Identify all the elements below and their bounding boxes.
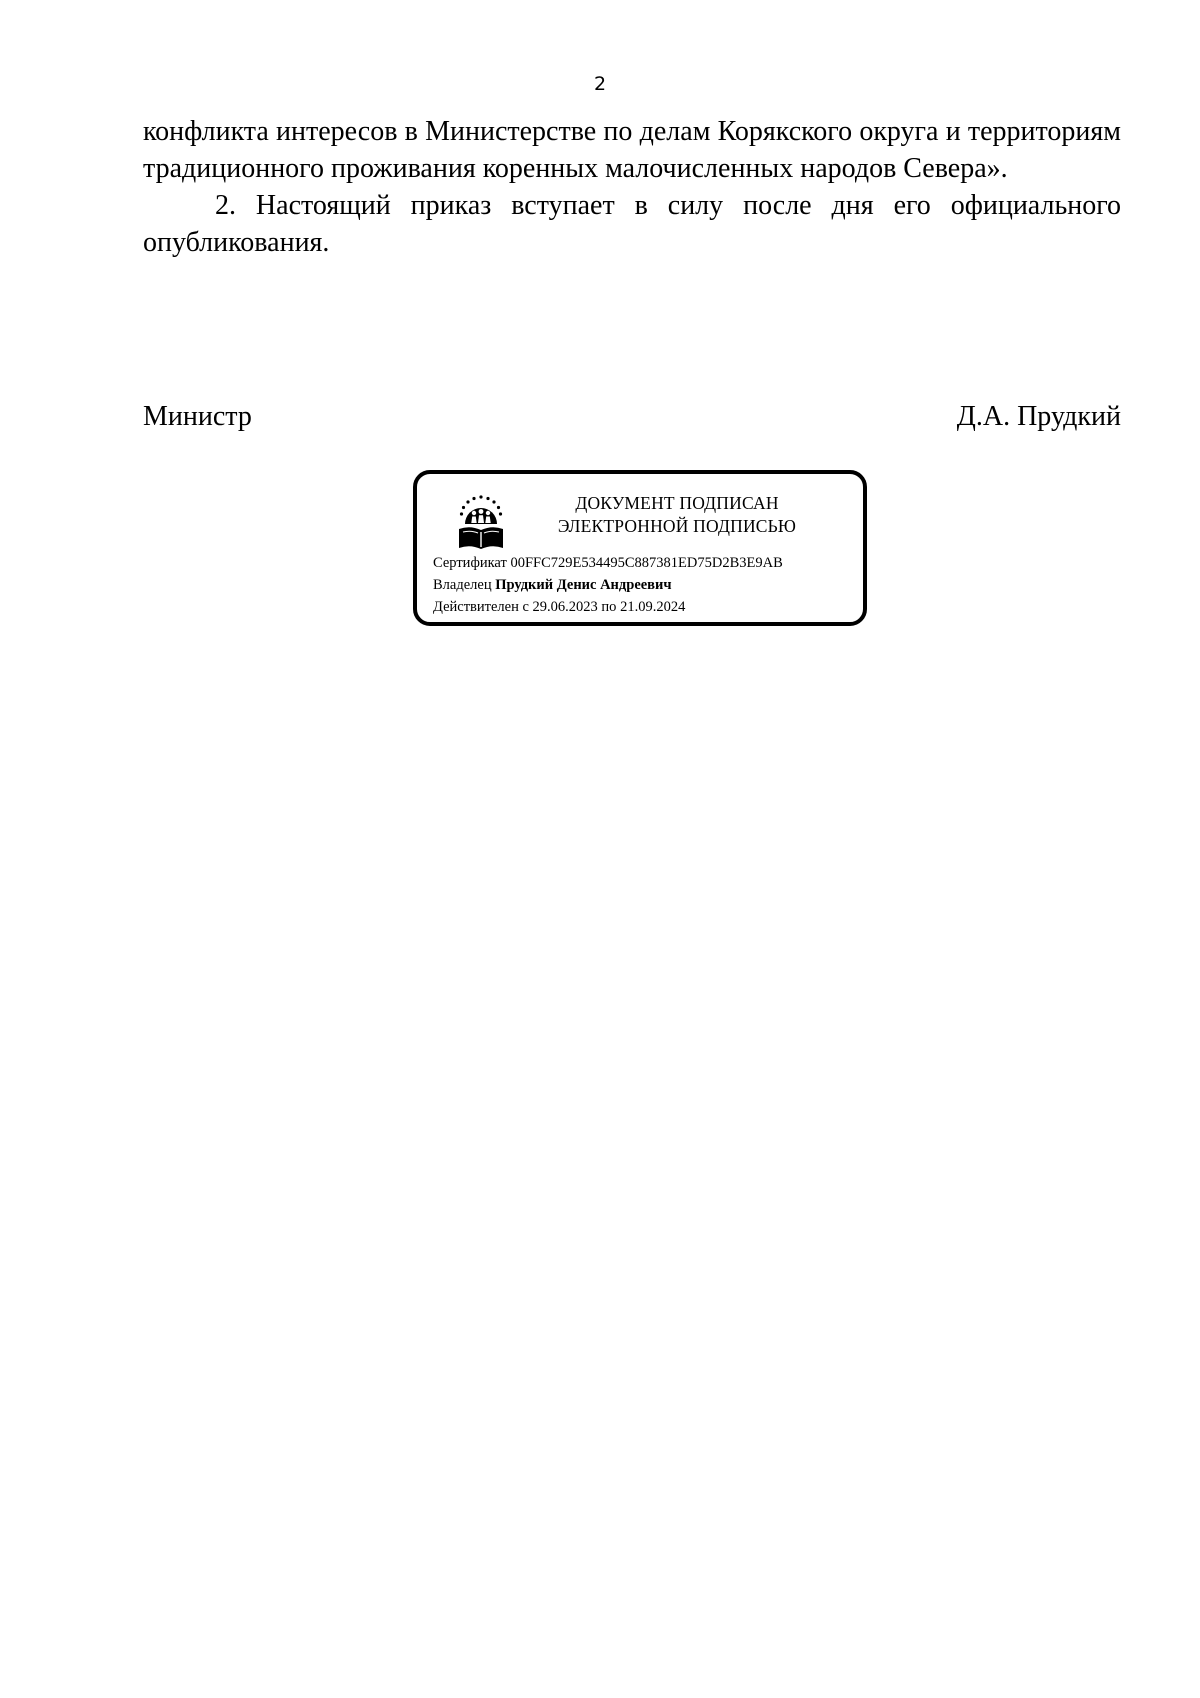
document-body (143, 113, 1121, 261)
electronic-signature-stamp (413, 470, 867, 626)
certificate-label: Сертификат (433, 555, 507, 571)
stamp-details (433, 552, 863, 618)
owner-value: Прудкий Денис Андреевич (495, 577, 672, 593)
signature-block (143, 398, 1121, 435)
kamchatka-emblem-icon (455, 492, 507, 552)
paragraph-effective-date: 2. Настоящий приказ вступает в силу после дня его официального опубликования. (143, 190, 1121, 258)
stamp-heading (512, 492, 842, 538)
certificate-value: 00FFC729E534495C887381ED75D2B3E9AB (510, 555, 783, 571)
certificate-line (433, 552, 863, 574)
stamp-heading-line-2: ЭЛЕКТРОННОЙ ПОДПИСЬЮ (557, 516, 797, 536)
owner-label: Владелец (433, 577, 492, 593)
validity-line (433, 596, 863, 618)
owner-line (433, 574, 863, 596)
page-number: 2 (593, 73, 607, 95)
valid-label: Действителен с (433, 599, 529, 615)
valid-from: 29.06.2023 (532, 599, 598, 615)
signatory-position: Министр (143, 401, 252, 432)
valid-to-label: по (601, 599, 617, 615)
valid-to: 21.09.2024 (620, 599, 686, 615)
paragraph-continuation: конфликта интересов в Министерстве по делам Корякского округа и территориям традиционного проживания коренных малочисленных народов Севера». (143, 116, 1121, 184)
signatory-name: Д.А. Прудкий (956, 401, 1121, 432)
stamp-heading-line-1: ДОКУМЕНТ ПОДПИСАН (575, 493, 779, 513)
